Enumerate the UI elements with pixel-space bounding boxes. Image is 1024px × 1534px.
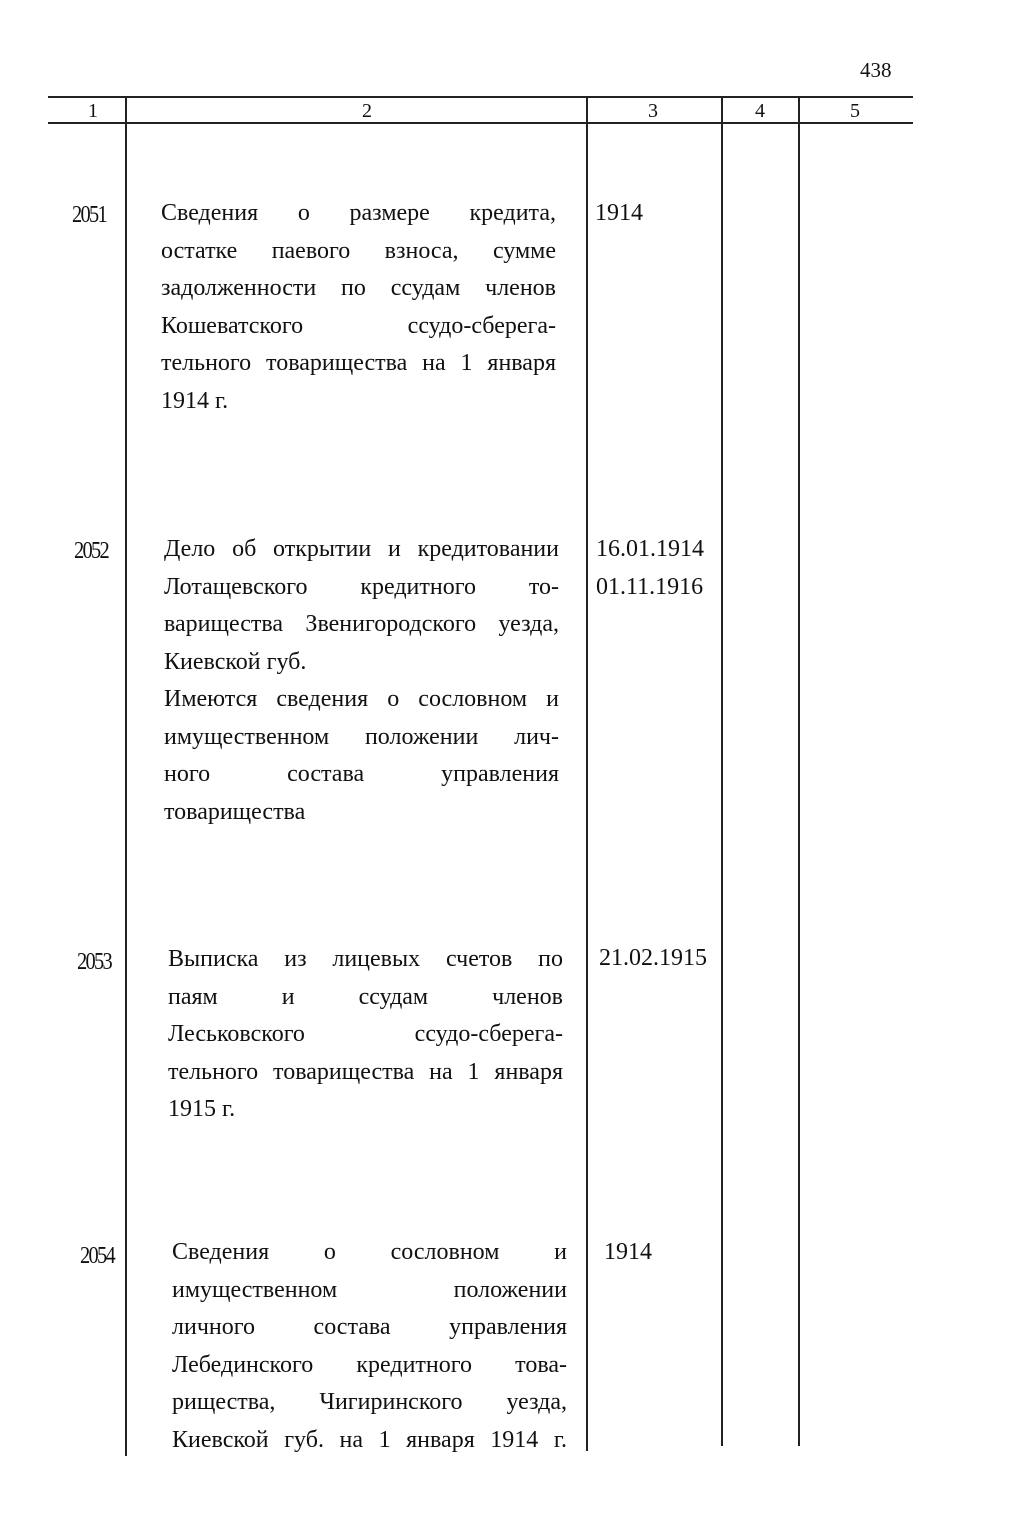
description-line: Выписка из лицевых счетов по (168, 946, 563, 972)
description-line: паям и ссудам членов (168, 983, 563, 1010)
entry-description (164, 531, 559, 831)
date: 1914 (604, 1239, 652, 1265)
description-line: Лебединского кредитного това- (172, 1351, 567, 1378)
entry-description (161, 195, 556, 420)
header-top-rule (48, 96, 913, 98)
entry-number: 2054 (80, 1243, 114, 1269)
entry-dates (595, 195, 643, 233)
column-divider (798, 96, 800, 1446)
description-line: имущественном положении (172, 1276, 567, 1303)
entry-dates (596, 531, 704, 606)
description-line: личного состава управления (172, 1314, 567, 1340)
description-line: Кошеватского ссудо-сберега- (161, 312, 556, 339)
description-line: имущественном положении лич- (164, 723, 559, 750)
entry-dates (599, 940, 707, 978)
date: 1914 (595, 200, 643, 226)
header-col-1: 1 (88, 100, 98, 122)
description-line: Дело об открытии и кредитовании (164, 536, 559, 562)
description-line: Имеются сведения о сословном и (164, 686, 559, 712)
entry-number: 2051 (72, 202, 106, 228)
entry-number: 2053 (77, 949, 111, 975)
description-line: Киевской губ. на 1 января 1914 г. (172, 1426, 567, 1453)
description-line: задолженности по ссудам членов (161, 275, 556, 301)
date: 16.01.1914 (596, 536, 704, 562)
description-line: остатке паевого взноса, сумме (161, 237, 556, 264)
column-divider (586, 96, 588, 1451)
column-divider (721, 96, 723, 1446)
description-line: Сведения о сословном и (172, 1239, 567, 1265)
entry-number: 2052 (74, 538, 108, 564)
description-line: Лотащевского кредитного то- (164, 573, 559, 600)
description-line: Сведения о размере кредита, (161, 200, 556, 226)
description-line: товарищества (164, 798, 306, 825)
description-line: 1914 г. (161, 387, 229, 414)
date: 01.11.1916 (596, 573, 704, 600)
description-line: 1915 г. (168, 1096, 236, 1122)
description-line: варищества Звенигородского уезда, (164, 611, 559, 637)
entry-dates (604, 1234, 652, 1272)
description-line: тельного товарищества на 1 января (161, 350, 556, 376)
description-line: рищества, Чигиринского уезда, (172, 1389, 567, 1415)
entry-description (172, 1234, 567, 1459)
description-line: ного состава управления (164, 761, 559, 787)
header-col-2: 2 (362, 100, 372, 122)
page-number: 438 (860, 58, 892, 82)
date: 21.02.1915 (599, 945, 707, 971)
entry-description (168, 941, 563, 1129)
header-bottom-rule (48, 122, 913, 124)
description-line: тельного товарищества на 1 января (168, 1058, 563, 1085)
header-col-3: 3 (648, 100, 658, 122)
description-line: Киевской губ. (164, 648, 307, 675)
header-col-4: 4 (755, 100, 765, 122)
description-line: Леськовского ссудо-сберега- (168, 1021, 563, 1047)
column-divider (125, 96, 127, 1456)
header-col-5: 5 (850, 100, 860, 122)
